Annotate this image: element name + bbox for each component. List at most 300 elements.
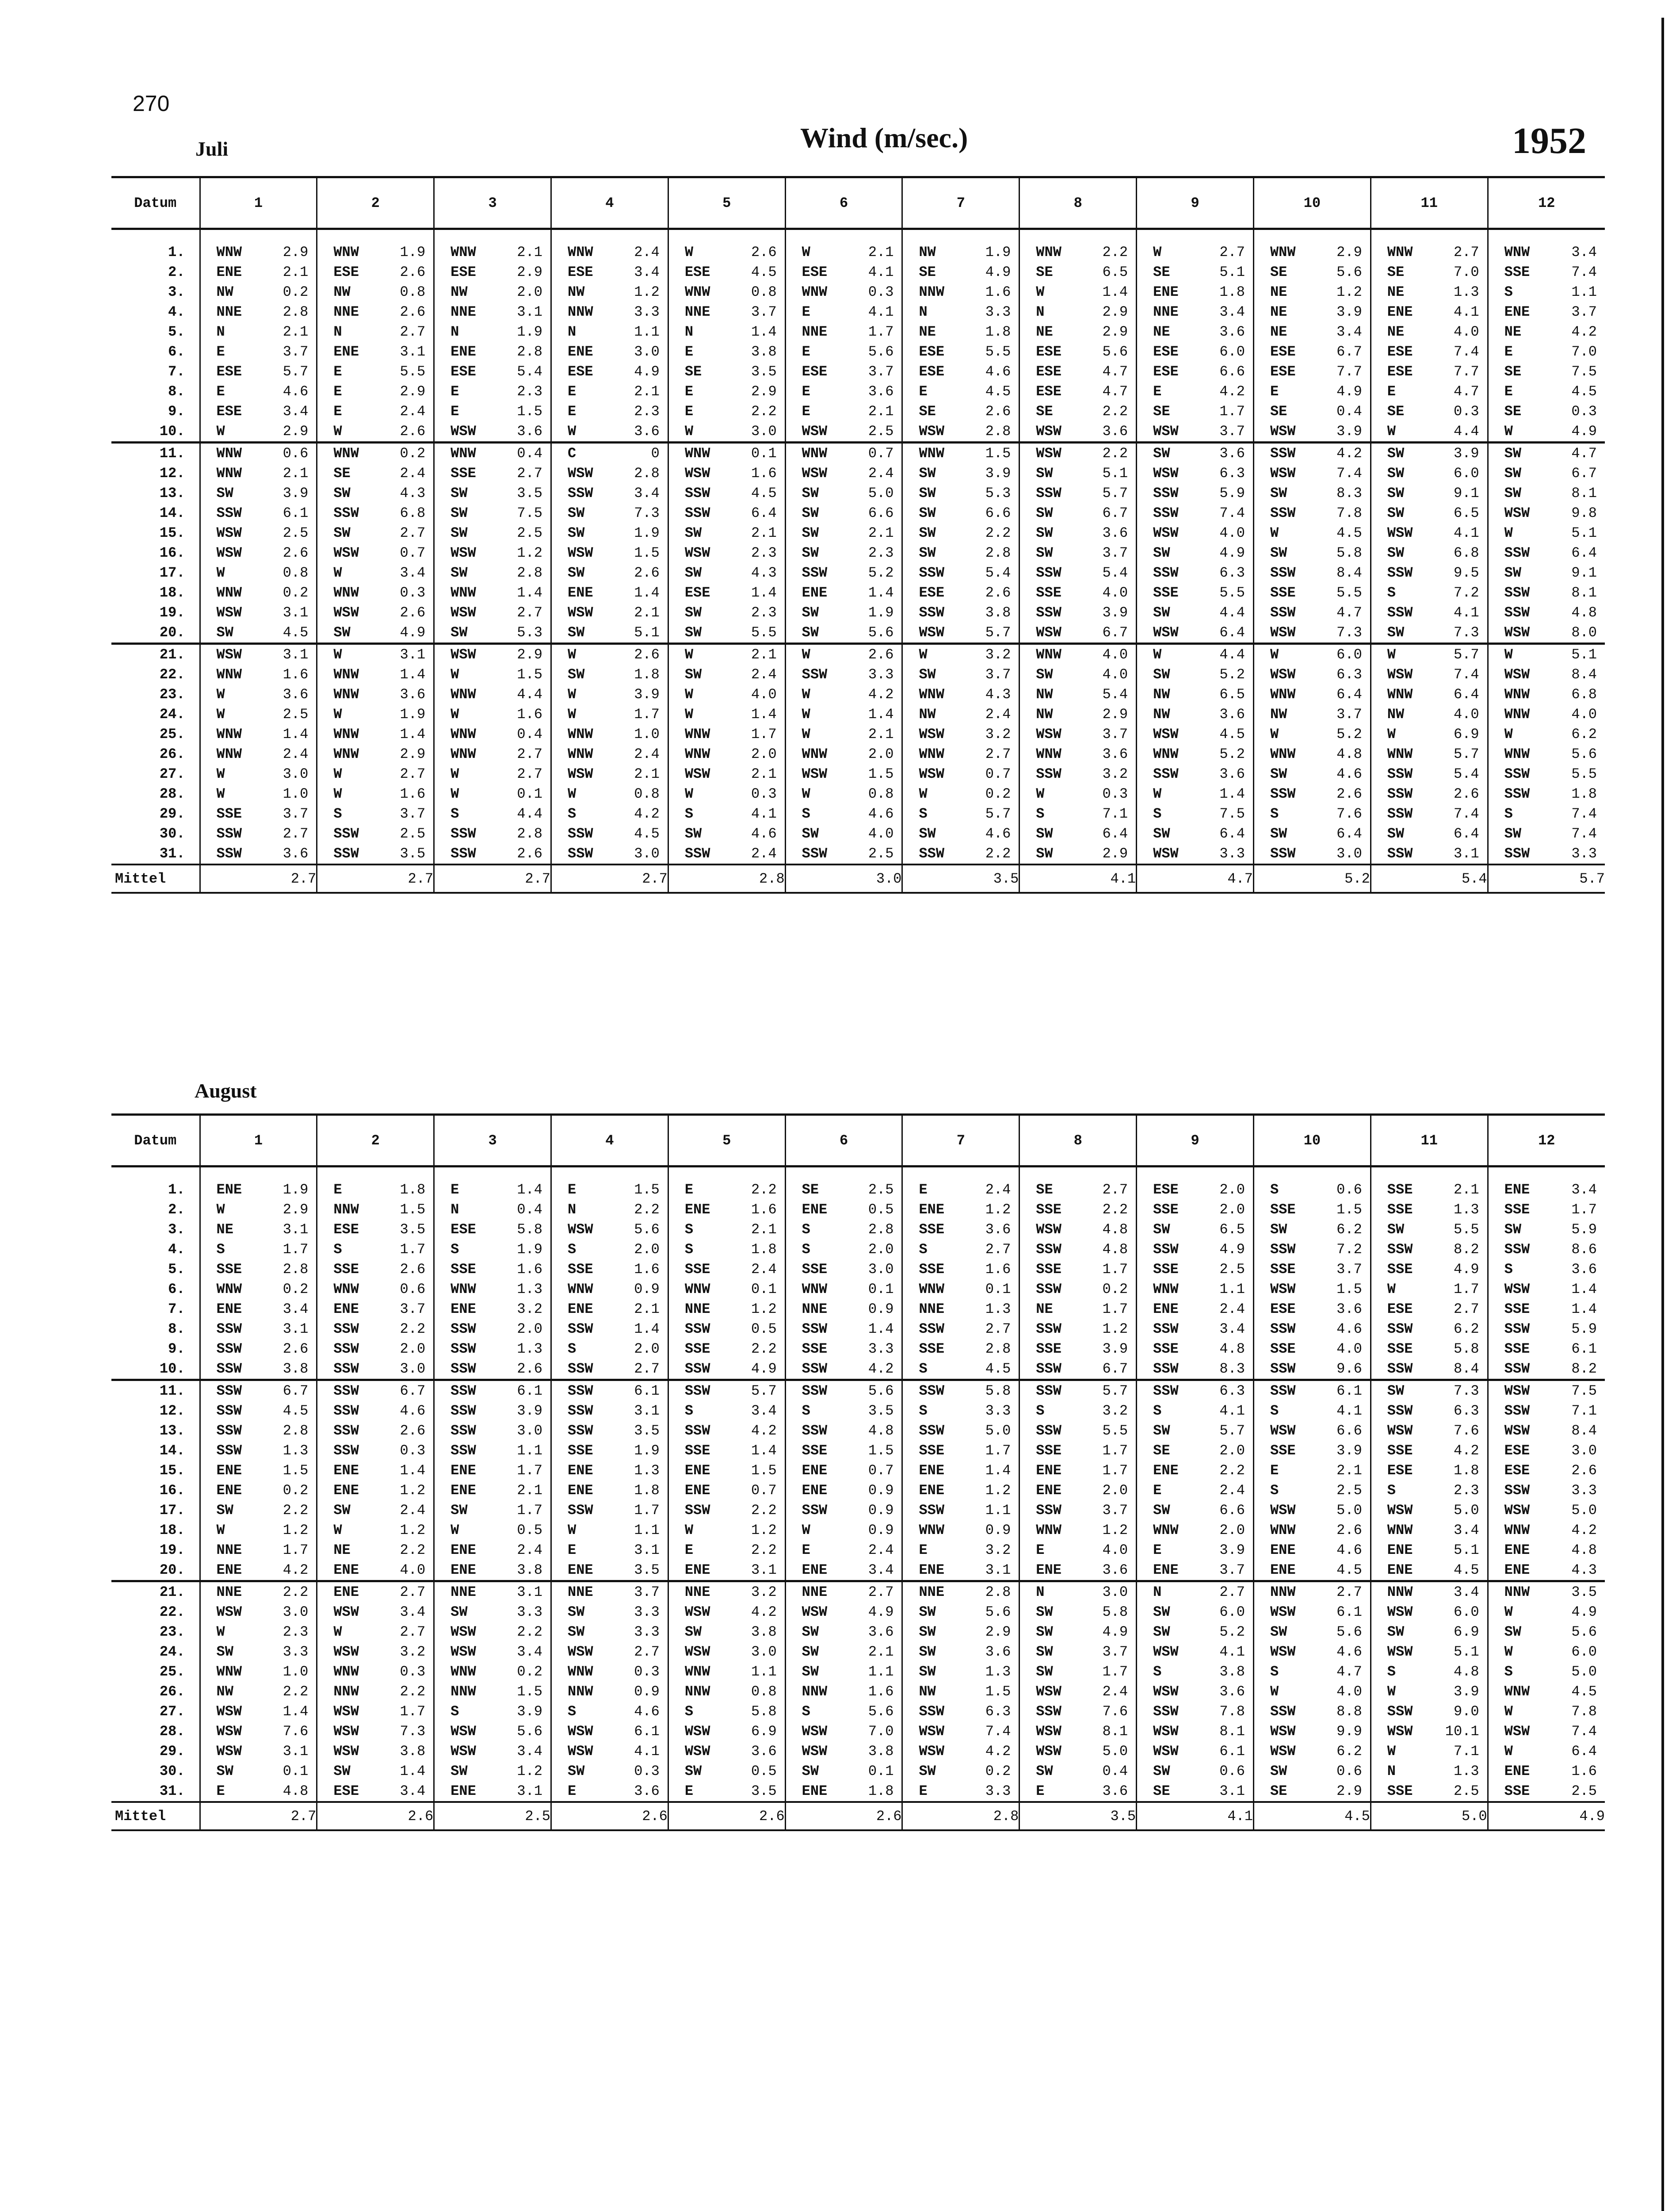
wind-direction: WSW	[919, 624, 945, 641]
wind-direction: SSW	[216, 1383, 242, 1399]
wind-cell	[435, 465, 550, 482]
wind-speed: 5.7	[283, 363, 309, 380]
wind-direction: SSW	[451, 1321, 476, 1337]
wind-cell	[1254, 1321, 1370, 1337]
wind-cell	[1371, 1584, 1487, 1600]
wind-direction: S	[451, 1703, 459, 1720]
wind-speed: 5.7	[1102, 1383, 1128, 1399]
wind-direction: WSW	[919, 766, 945, 782]
wind-speed: 6.0	[1571, 1644, 1597, 1660]
wind-cell	[317, 1241, 433, 1258]
wind-direction: NE	[919, 324, 936, 340]
wind-cell	[1137, 1783, 1253, 1799]
wind-cell	[435, 1361, 550, 1377]
wind-speed: 5.3	[517, 624, 542, 641]
wind-direction: SSW	[1387, 845, 1413, 862]
hour-column-header: 12	[1488, 1115, 1605, 1167]
wind-direction: E	[684, 344, 694, 360]
date-cell: 17.	[159, 565, 185, 581]
date-cell: 21.	[111, 1581, 200, 1603]
wind-direction: WSW	[919, 726, 945, 742]
wind-cell	[1489, 1221, 1605, 1238]
wind-cell	[201, 525, 317, 541]
wind-direction: NE	[1387, 284, 1405, 300]
wind-speed: 2.7	[400, 1584, 426, 1600]
wind-speed: 1.2	[517, 545, 542, 561]
table-row	[111, 804, 1605, 824]
wind-direction: ESE	[216, 403, 242, 420]
wind-speed: 2.2	[400, 1321, 426, 1337]
wind-cell	[669, 423, 785, 440]
wind-direction: WSW	[1036, 624, 1061, 641]
wind-direction: WSW	[333, 545, 359, 561]
wind-direction: W	[684, 706, 694, 723]
wind-speed: 8.1	[1102, 1723, 1128, 1740]
wind-speed: 7.0	[1454, 264, 1479, 280]
wind-cell	[1020, 604, 1136, 621]
wind-speed: 0.3	[1454, 403, 1479, 420]
wind-cell	[317, 485, 433, 501]
wind-speed: 5.5	[985, 344, 1011, 360]
wind-speed: 1.2	[985, 1482, 1011, 1499]
table-row	[111, 1279, 1605, 1299]
wind-direction: SW	[333, 1502, 351, 1519]
wind-direction: ENE	[567, 1462, 593, 1479]
wind-cell	[435, 244, 550, 260]
table-row	[111, 483, 1605, 503]
hour-column-header: 4	[551, 1115, 668, 1167]
wind-speed: 2.4	[400, 1502, 426, 1519]
wind-direction: W	[802, 706, 810, 723]
wind-speed: 9.6	[1336, 1361, 1362, 1377]
wind-direction: WNW	[1387, 1522, 1413, 1538]
wind-speed: 3.6	[868, 1624, 894, 1640]
wind-speed: 4.6	[1336, 766, 1362, 782]
wind-cell	[669, 1482, 785, 1499]
wind-cell	[1137, 845, 1253, 862]
wind-speed: 6.6	[1219, 363, 1245, 380]
wind-cell	[552, 1182, 668, 1198]
wind-direction: ENE	[802, 1562, 828, 1578]
wind-speed: 2.8	[517, 826, 542, 842]
wind-cell	[1254, 324, 1370, 340]
wind-speed: 6.1	[634, 1383, 660, 1399]
wind-speed: 1.6	[985, 284, 1011, 300]
wind-speed: 2.0	[400, 1341, 426, 1357]
wind-cell	[1371, 726, 1487, 742]
wind-direction: WSW	[1270, 465, 1296, 482]
wind-cell	[1489, 505, 1605, 521]
wind-direction: SSE	[684, 1341, 710, 1357]
wind-cell	[1020, 1361, 1136, 1377]
wind-speed: 1.2	[400, 1522, 426, 1538]
wind-cell	[669, 786, 785, 802]
hour-column-header: 7	[902, 1115, 1019, 1167]
wind-cell	[1254, 344, 1370, 360]
wind-cell	[552, 383, 668, 400]
wind-speed: 3.0	[1336, 845, 1362, 862]
wind-direction: SW	[216, 1502, 233, 1519]
mean-cell: 4.7	[1137, 865, 1254, 893]
wind-speed: 4.3	[751, 565, 777, 581]
wind-speed: 2.8	[517, 344, 542, 360]
wind-speed: 1.4	[751, 324, 777, 340]
wind-direction: SE	[1036, 1182, 1053, 1198]
wind-direction: E	[333, 383, 342, 400]
wind-direction: ESE	[567, 363, 593, 380]
wind-direction: ESE	[216, 363, 242, 380]
wind-direction: WSW	[216, 1723, 242, 1740]
wind-speed: 7.6	[1454, 1423, 1479, 1439]
wind-direction: W	[1387, 1743, 1396, 1760]
wind-direction: SW	[1153, 1221, 1170, 1238]
wind-cell	[786, 284, 902, 300]
wind-direction: S	[1153, 806, 1162, 822]
wind-direction: WNW	[333, 585, 359, 601]
wind-speed: 1.4	[868, 1321, 894, 1337]
wind-speed: 2.4	[985, 1182, 1011, 1198]
wind-direction: SW	[802, 485, 819, 501]
wind-direction: WNW	[1504, 244, 1530, 260]
wind-speed: 2.4	[751, 845, 777, 862]
wind-speed: 4.2	[1336, 445, 1362, 462]
wind-cell	[317, 766, 433, 782]
wind-cell	[435, 1182, 550, 1198]
wind-direction: SE	[1036, 264, 1053, 280]
wind-speed: 7.5	[1571, 363, 1597, 380]
wind-direction: WNW	[802, 445, 828, 462]
wind-direction: SW	[451, 624, 468, 641]
wind-speed: 2.7	[985, 1241, 1011, 1258]
wind-speed: 3.4	[868, 1562, 894, 1578]
wind-cell	[1371, 1562, 1487, 1578]
wind-cell	[669, 1403, 785, 1419]
wind-speed: 3.7	[283, 344, 309, 360]
wind-cell	[552, 1321, 668, 1337]
wind-speed: 3.3	[283, 1644, 309, 1660]
wind-direction: WSW	[567, 604, 593, 621]
wind-speed: 8.6	[1571, 1241, 1597, 1258]
wind-cell	[786, 585, 902, 601]
wind-cell	[552, 545, 668, 561]
wind-speed: 4.2	[868, 686, 894, 703]
wind-cell	[552, 1644, 668, 1660]
wind-speed: 0.3	[1102, 786, 1128, 802]
wind-cell	[903, 706, 1019, 723]
wind-cell	[1371, 525, 1487, 541]
wind-direction: W	[1504, 726, 1513, 742]
wind-cell	[1137, 806, 1253, 822]
wind-cell	[201, 1562, 317, 1578]
wind-direction: E	[1270, 383, 1279, 400]
wind-direction: ESE	[1036, 383, 1061, 400]
wind-cell	[201, 1341, 317, 1357]
wind-cell	[1489, 1783, 1605, 1799]
wind-speed: 2.1	[634, 766, 660, 782]
wind-cell	[903, 585, 1019, 601]
wind-direction: ESE	[919, 363, 945, 380]
wind-cell	[435, 1462, 550, 1479]
wind-direction: SSW	[802, 1383, 828, 1399]
wind-direction: SSW	[1504, 1403, 1530, 1419]
wind-speed: 2.5	[1336, 1482, 1362, 1499]
wind-speed: 3.3	[1571, 845, 1597, 862]
wind-speed: 3.6	[634, 1783, 660, 1799]
wind-direction: SW	[1387, 1624, 1405, 1640]
wind-cell	[669, 244, 785, 260]
wind-speed: 0.2	[283, 1281, 309, 1297]
wind-speed: 6.0	[1454, 465, 1479, 482]
wind-speed: 2.7	[985, 746, 1011, 762]
wind-speed: 5.0	[985, 1423, 1011, 1439]
wind-direction: SSE	[1153, 1201, 1179, 1218]
wind-speed: 0.5	[751, 1321, 777, 1337]
wind-cell	[1254, 746, 1370, 762]
wind-direction: SSW	[451, 1383, 476, 1399]
wind-speed: 3.5	[751, 1783, 777, 1799]
wind-cell	[1137, 1241, 1253, 1258]
wind-cell	[1371, 1723, 1487, 1740]
wind-direction: ESE	[1504, 1462, 1530, 1479]
wind-direction: ESE	[1153, 1182, 1179, 1198]
wind-speed: 2.2	[1102, 403, 1128, 420]
wind-cell	[552, 1462, 668, 1479]
wind-direction: SW	[1036, 666, 1053, 683]
wind-cell	[669, 363, 785, 380]
wind-direction: SSE	[1270, 585, 1296, 601]
wind-cell	[1371, 344, 1487, 360]
wind-cell	[201, 1201, 317, 1218]
wind-cell	[1020, 1683, 1136, 1700]
wind-cell	[435, 264, 550, 280]
wind-cell	[1254, 1664, 1370, 1680]
wind-speed: 3.6	[985, 1644, 1011, 1660]
wind-speed: 2.5	[868, 845, 894, 862]
wind-direction: SSW	[216, 1442, 242, 1459]
wind-cell	[1489, 1763, 1605, 1779]
wind-cell	[317, 845, 433, 862]
wind-speed: 3.7	[1219, 1562, 1245, 1578]
wind-speed: 1.3	[1454, 1763, 1479, 1779]
wind-direction: ENE	[451, 1562, 476, 1578]
wind-cell	[1020, 806, 1136, 822]
wind-direction: WSW	[1387, 525, 1413, 541]
wind-cell	[1137, 304, 1253, 320]
wind-direction: SSW	[1504, 845, 1530, 862]
wind-direction: SSW	[1270, 845, 1296, 862]
wind-direction: SW	[802, 1763, 819, 1779]
wind-cell	[552, 1683, 668, 1700]
wind-cell	[669, 826, 785, 842]
wind-direction: W	[333, 1522, 342, 1538]
wind-speed: 0.1	[751, 1281, 777, 1297]
wind-speed: 1.2	[1336, 284, 1362, 300]
wind-cell	[1371, 1522, 1487, 1538]
wind-direction: SW	[216, 485, 233, 501]
wind-direction: NNE	[919, 1584, 945, 1600]
wind-direction: E	[919, 1542, 928, 1558]
wind-cell	[903, 1723, 1019, 1740]
wind-speed: 3.7	[1102, 726, 1128, 742]
wind-cell	[786, 1301, 902, 1317]
wind-speed: 2.3	[1454, 1482, 1479, 1499]
wind-speed: 5.2	[868, 565, 894, 581]
wind-direction: SW	[451, 1763, 468, 1779]
wind-speed: 3.6	[868, 383, 894, 400]
wind-direction: ESE	[567, 264, 593, 280]
wind-direction: E	[1153, 1542, 1162, 1558]
date-cell: 15.	[159, 525, 185, 541]
wind-speed: 5.0	[1454, 1502, 1479, 1519]
wind-speed: 4.0	[1336, 1683, 1362, 1700]
wind-direction: SW	[1036, 845, 1053, 862]
wind-speed: 3.2	[400, 1644, 426, 1660]
wind-direction: WNW	[333, 244, 359, 260]
table-row	[111, 463, 1605, 483]
wind-direction: WSW	[216, 1703, 242, 1720]
wind-direction: SE	[684, 363, 702, 380]
wind-direction: WNW	[1387, 244, 1413, 260]
wind-direction: ENE	[567, 585, 593, 601]
wind-speed: 3.6	[634, 423, 660, 440]
wind-speed: 3.3	[868, 666, 894, 683]
wind-speed: 3.9	[1219, 1542, 1245, 1558]
wind-direction: SSW	[802, 666, 828, 683]
wind-direction: NNW	[919, 284, 945, 300]
wind-speed: 1.4	[634, 1321, 660, 1337]
wind-direction: W	[1504, 1644, 1513, 1660]
wind-cell	[317, 686, 433, 703]
wind-direction: NE	[1036, 1301, 1053, 1317]
wind-direction: E	[684, 403, 694, 420]
wind-speed: 4.5	[283, 624, 309, 641]
wind-cell	[1254, 1221, 1370, 1238]
wind-cell	[201, 826, 317, 842]
wind-cell	[669, 1584, 785, 1600]
wind-speed: 2.2	[751, 1542, 777, 1558]
wind-cell	[1254, 806, 1370, 822]
wind-cell	[552, 1241, 668, 1258]
wind-speed: 3.5	[634, 1423, 660, 1439]
wind-speed: 2.7	[985, 1321, 1011, 1337]
wind-cell	[1020, 1584, 1136, 1600]
wind-direction: WSW	[1270, 666, 1296, 683]
wind-speed: 2.4	[1102, 1683, 1128, 1700]
wind-cell	[1371, 304, 1487, 320]
table-row	[111, 302, 1605, 322]
wind-cell	[201, 324, 317, 340]
wind-direction: WSW	[451, 1743, 476, 1760]
wind-direction: SSW	[919, 1502, 945, 1519]
wind-direction: ESE	[1036, 344, 1061, 360]
wind-cell	[903, 383, 1019, 400]
wind-speed: 0.1	[868, 1763, 894, 1779]
wind-speed: 3.7	[1102, 1502, 1128, 1519]
wind-speed: 7.7	[1336, 363, 1362, 380]
wind-speed: 4.0	[1102, 1542, 1128, 1558]
wind-speed: 4.2	[1454, 1442, 1479, 1459]
wind-cell	[786, 1442, 902, 1459]
wind-cell	[435, 1281, 550, 1297]
wind-direction: SSE	[1387, 1783, 1413, 1799]
wind-direction: ENE	[451, 1462, 476, 1479]
wind-speed: 3.7	[634, 1584, 660, 1600]
wind-speed: 4.9	[1571, 1604, 1597, 1620]
wind-speed: 0.8	[634, 786, 660, 802]
wind-direction: WSW	[1036, 1683, 1061, 1700]
wind-speed: 2.6	[751, 244, 777, 260]
wind-speed: 2.5	[868, 1182, 894, 1198]
wind-cell	[1371, 1683, 1487, 1700]
wind-direction: SW	[333, 1763, 351, 1779]
wind-direction: W	[1504, 1604, 1513, 1620]
wind-direction: S	[1036, 806, 1045, 822]
wind-cell	[1371, 1301, 1487, 1317]
wind-cell	[1137, 746, 1253, 762]
wind-cell	[786, 624, 902, 641]
wind-direction: ESE	[1387, 1301, 1413, 1317]
wind-speed: 6.8	[1454, 545, 1479, 561]
wind-speed: 2.1	[751, 766, 777, 782]
wind-direction: WNW	[684, 284, 710, 300]
wind-direction: WSW	[684, 465, 710, 482]
wind-direction: SSE	[1153, 585, 1179, 601]
wind-direction: S	[802, 1403, 810, 1419]
wind-speed: 0.3	[634, 1664, 660, 1680]
wind-speed: 6.4	[1336, 826, 1362, 842]
wind-cell	[1254, 1182, 1370, 1198]
wind-cell	[552, 403, 668, 420]
wind-cell	[317, 363, 433, 380]
wind-direction: SSW	[451, 1442, 476, 1459]
table-row	[111, 443, 1605, 464]
wind-cell	[317, 465, 433, 482]
wind-cell	[435, 1644, 550, 1660]
hour-column-header: 1	[200, 177, 317, 229]
wind-cell	[1254, 686, 1370, 703]
hour-column-header: 7	[902, 177, 1019, 229]
wind-cell	[1020, 1482, 1136, 1499]
wind-cell	[669, 1723, 785, 1740]
wind-cell	[1020, 284, 1136, 300]
wind-cell	[317, 706, 433, 723]
wind-speed: 5.1	[1454, 1542, 1479, 1558]
wind-direction: SSW	[1153, 1241, 1179, 1258]
hour-column-header: 8	[1019, 177, 1137, 229]
wind-cell	[786, 604, 902, 621]
wind-cell	[903, 1703, 1019, 1720]
wind-cell	[1137, 1321, 1253, 1337]
wind-speed: 8.4	[1571, 1423, 1597, 1439]
wind-speed: 2.7	[634, 1644, 660, 1660]
wind-cell	[669, 1341, 785, 1357]
wind-direction: SSE	[1504, 1341, 1530, 1357]
wind-cell	[201, 1604, 317, 1620]
wind-cell	[1137, 1604, 1253, 1620]
wind-cell	[786, 1542, 902, 1558]
wind-speed: 2.5	[517, 525, 542, 541]
wind-cell	[1489, 1182, 1605, 1198]
wind-cell	[1371, 845, 1487, 862]
wind-direction: SSW	[333, 1442, 359, 1459]
wind-cell	[786, 383, 902, 400]
wind-direction: W	[1153, 646, 1162, 663]
wind-cell	[1489, 363, 1605, 380]
wind-speed: 7.4	[1571, 806, 1597, 822]
wind-cell	[201, 1743, 317, 1760]
mean-cell: 4.1	[1137, 1802, 1254, 1830]
wind-cell	[1489, 1201, 1605, 1218]
